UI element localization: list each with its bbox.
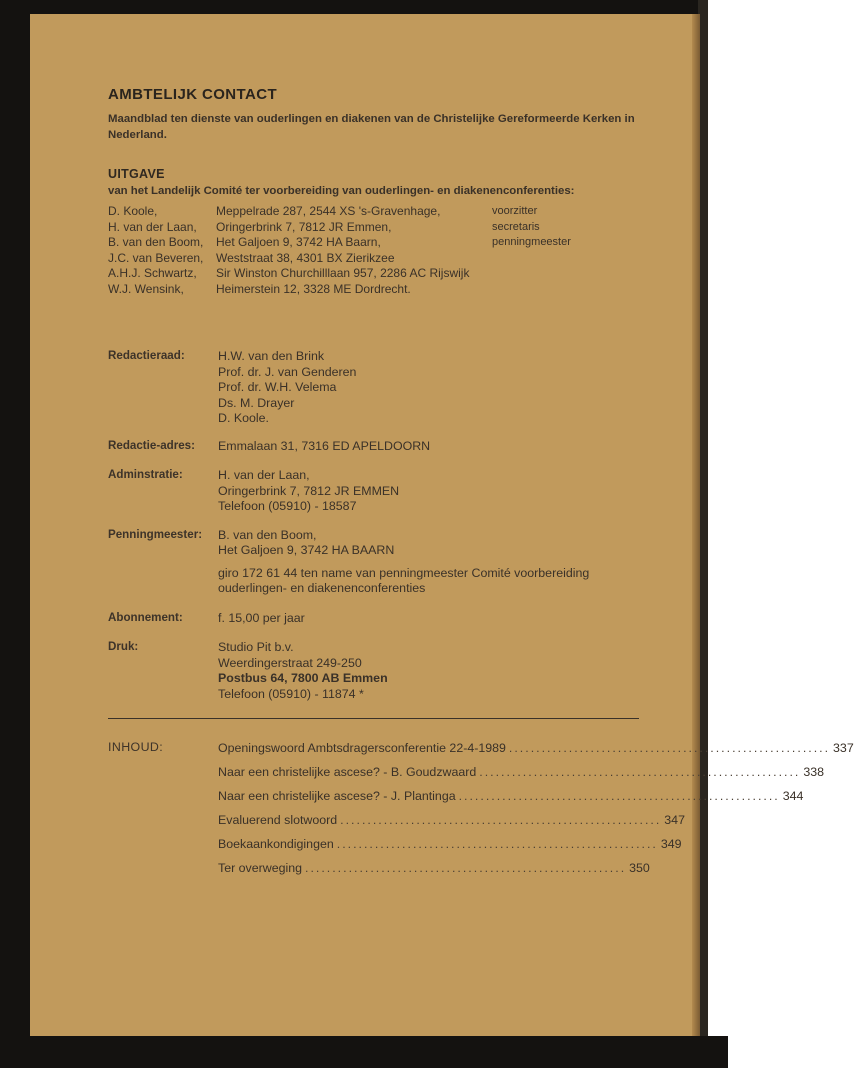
toc-entry [218,860,650,884]
giro-line: giro 172 61 44 ten name van penningmeester Comité voorbereiding [218,565,590,580]
toc-page: 344 [782,789,804,803]
info-line: H.W. van den Brink [218,349,325,363]
info-line: Prof. dr. W.H. Velema [218,380,337,394]
redactie-adres-label: Redactie-adres: [108,438,195,452]
giro-line: ouderlingen- en diakenenconferenties [218,581,426,595]
toc-title: Naar een christelijke ascese? - B. Goudzwaard [218,765,477,779]
scan-border-left [0,0,32,1068]
uitgave-heading: UITGAVE [108,167,165,181]
toc-entry [218,788,804,812]
administratie-lines [218,468,399,515]
toc-title: Evaluerend slotwoord [218,813,338,827]
member-name: W.J. Wensink, [108,281,184,296]
toc-leader: ........................................................... [340,813,662,827]
redactieraad-members [218,349,356,427]
druk-label: Druk: [108,640,139,653]
administratie-section [108,468,648,515]
toc-page: 350 [629,861,650,875]
toc-page: 347 [664,813,685,827]
redactie-adres-lines [218,439,430,455]
info-line: B. van den Boom, [218,527,317,542]
publication-title: AMBTELIJK CONTACT [108,86,278,103]
info-line: Weerdingerstraat 249-250 [218,655,362,670]
druk-lines [218,640,388,702]
committee-member [108,220,648,236]
info-line: H. van der Laan, [218,468,310,482]
member-address: Meppelrade 287, 2544 XS 's-Gravenhage, [216,204,441,218]
member-role: voorzitter [492,205,538,217]
info-line: Het Galjoen 9, 3742 HA BAARN [218,543,395,557]
member-address: Heimerstein 12, 3328 ME Dordrecht. [216,281,411,296]
toc-title: Openingswoord Ambtsdragersconferentie 22-4-1989 [218,741,506,755]
member-address: Sir Winston Churchilllaan 957, 2286 AC Rijswijk [216,266,470,280]
penningmeester-lines [218,528,589,597]
penningmeester-label: Penningmeester: [108,527,203,541]
toc-entry [218,812,685,836]
committee-member [108,204,648,220]
toc-entry [218,740,854,764]
toc-page: 349 [660,837,682,851]
committee-list [108,204,648,297]
committee-member [108,266,648,282]
toc-list [218,740,854,884]
committee-member [108,251,648,267]
druk-postbus: Postbus 64, 7800 AB Emmen [218,671,388,685]
toc-title: Ter overweging [218,861,303,875]
toc-title: Boekaankondigingen [218,837,334,851]
colophon [108,86,648,702]
uitgave-description: van het Landelijk Comité ter voorbereiding van ouderlingen- en diakenenconferenties: [108,185,575,197]
info-line: Studio Pit b.v. [218,640,294,654]
scan-border-bottom [0,1036,728,1068]
druk-section [108,640,648,702]
member-name: H. van der Laan, [108,219,197,234]
member-name: D. Koole, [108,204,158,218]
abonnement-lines [218,611,305,627]
redactie-adres-section [108,439,648,455]
info-line: Ds. M. Drayer [218,395,295,410]
abonnement-section [108,611,648,627]
member-role: secretaris [492,220,540,233]
inhoud-label: INHOUD: [108,740,164,754]
info-line: Prof. dr. J. van Genderen [218,364,357,379]
member-address: Oringerbrink 7, 7812 JR Emmen, [216,219,392,234]
abonnement-price: f. 15,00 per jaar [218,610,305,625]
administratie-label: Adminstratie: [108,468,183,481]
druk-telefoon: Telefoon (05910) - 11874 * [218,686,364,701]
member-role: penningmeester [492,236,571,248]
toc-leader: ........................................................... [479,765,801,779]
member-name: B. van den Boom, [108,235,204,249]
toc-page: 337 [833,741,854,755]
abonnement-label: Abonnement: [108,610,183,624]
info-line: Oringerbrink 7, 7812 JR EMMEN [218,483,400,498]
redactieraad-section [108,349,648,427]
penningmeester-section [108,528,648,597]
member-name: J.C. van Beveren, [108,250,204,265]
toc-entry [218,836,682,860]
toc-leader: ........................................................... [458,789,780,803]
redactieraad-label: Redactieraad: [108,349,185,362]
toc-leader: ........................................................... [305,861,627,875]
committee-member [108,282,648,298]
info-line: Telefoon (05910) - 18587 [218,499,357,513]
toc-title: Naar een christelijke ascese? - J. Plantinga [218,789,456,803]
info-line: Emmalaan 31, 7316 ED APELDOORN [218,438,431,453]
toc-entry [218,764,825,788]
toc-leader: ........................................................... [508,741,831,755]
toc-leader: ........................................................... [336,837,658,851]
info-line: D. Koole. [218,411,269,425]
section-divider [108,718,639,719]
committee-member [108,235,648,251]
page-edge-shadow [692,14,700,1036]
publication-subtitle: Maandblad ten dienste van ouderlingen en diakenen van de Christelijke Gereformeerde Kerken in Nederland. [108,113,635,141]
document-page [30,14,854,1036]
member-name: A.H.J. Schwartz, [108,266,197,280]
toc-page: 338 [803,765,825,779]
table-of-contents [108,740,854,884]
member-address: Het Galjoen 9, 3742 HA Baarn, [216,235,381,249]
member-address: Weststraat 38, 4301 BX Zierikzee [216,250,395,265]
